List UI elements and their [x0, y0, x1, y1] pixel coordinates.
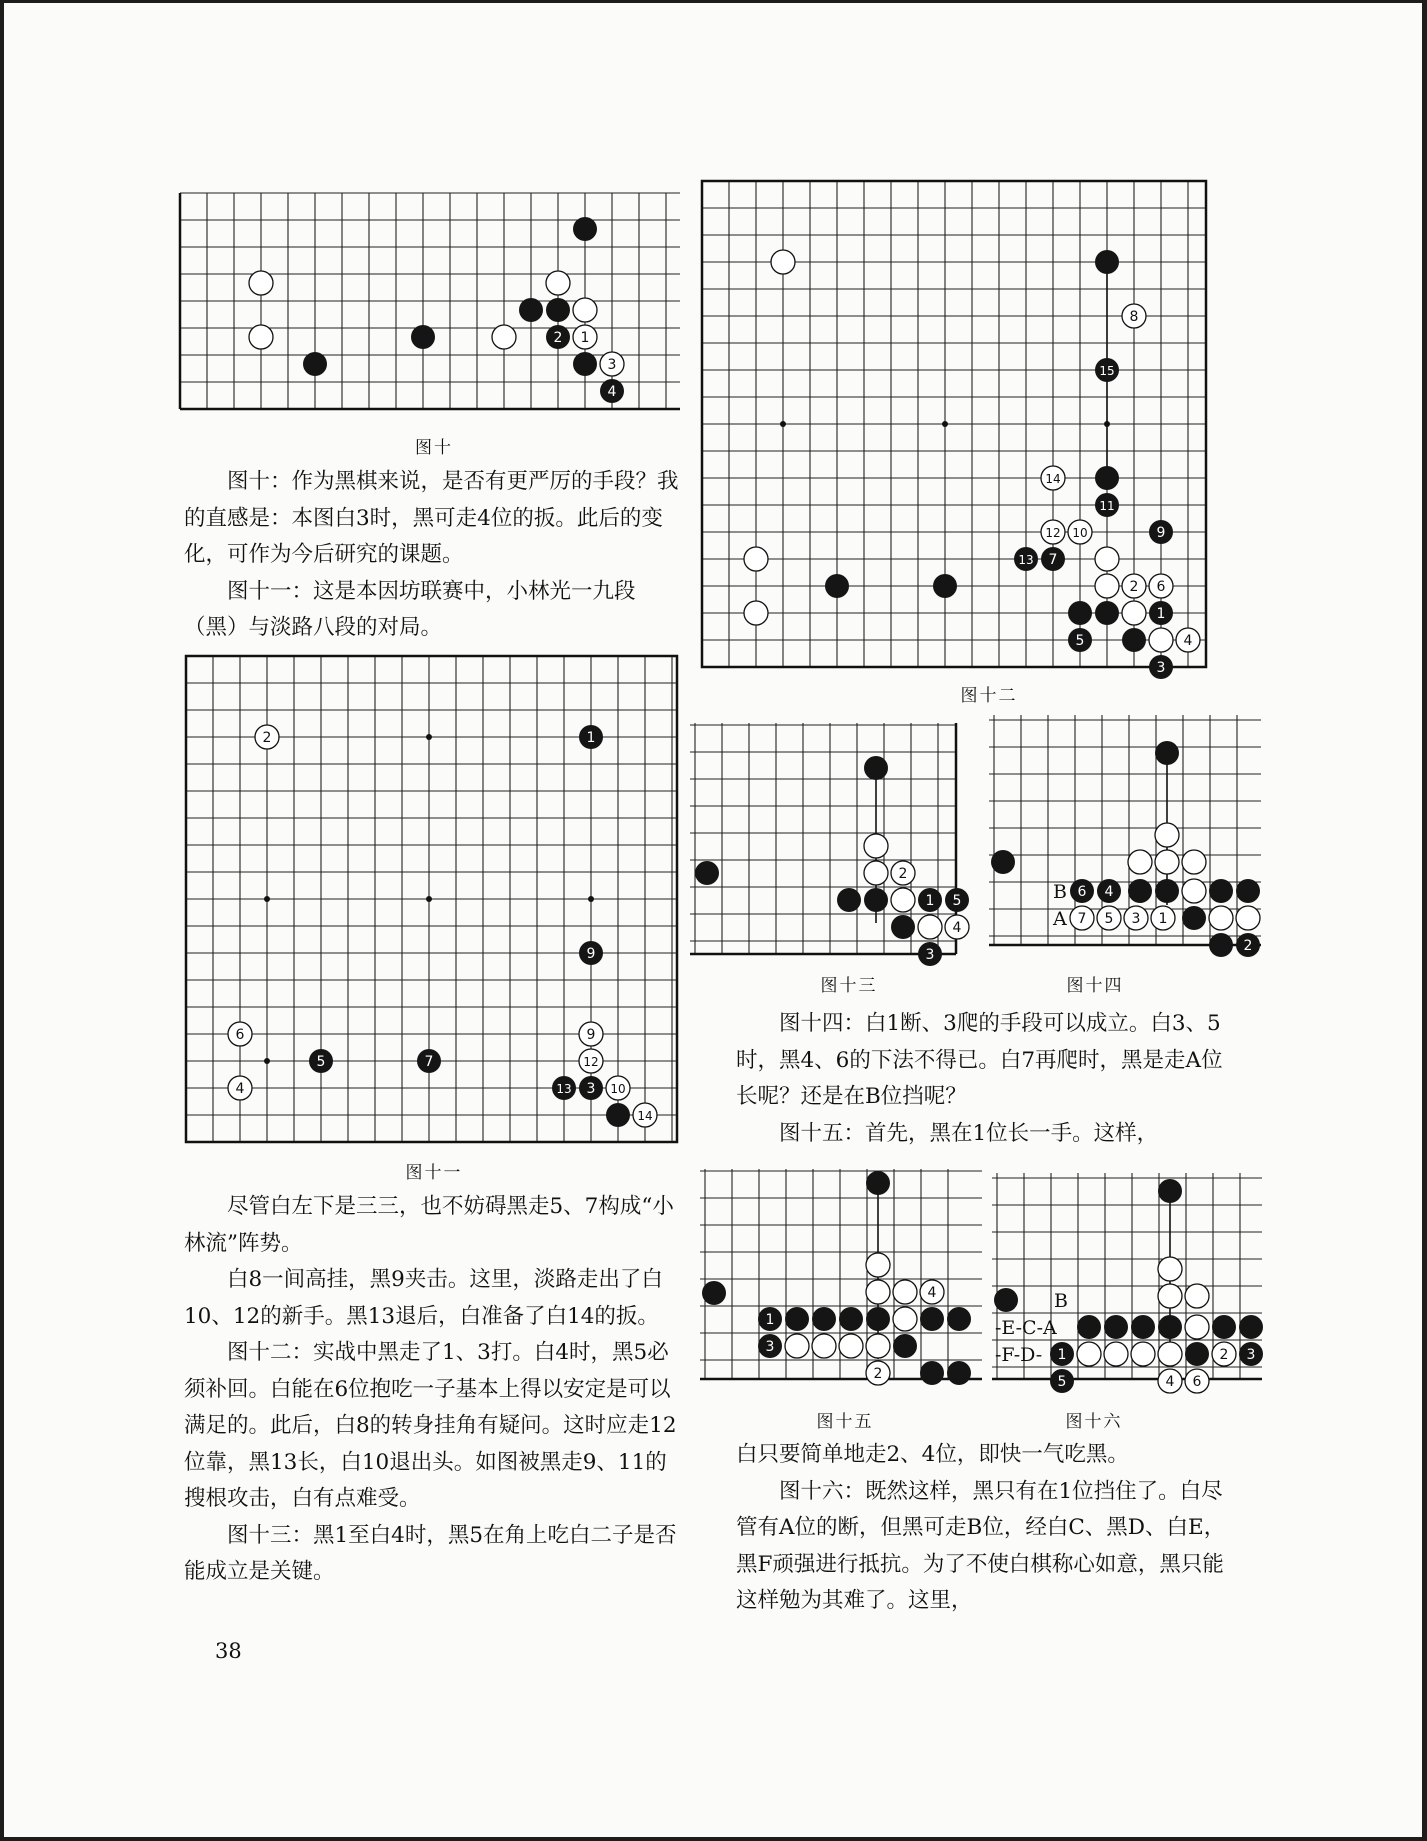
svg-text:3: 3 [1246, 1347, 1256, 1363]
letters-F-D: -F-D- [995, 1344, 1043, 1366]
white-stone [492, 325, 516, 349]
paragraph: 图十五：首先，黑在1位长一手。这样， [779, 1120, 1159, 1146]
right-text-block-2 [736, 1437, 1232, 1620]
stones [991, 741, 1260, 957]
caption-fig12: 图十二 [960, 686, 1018, 706]
white-stone [546, 271, 570, 295]
svg-text:2: 2 [1243, 938, 1253, 954]
stones [695, 756, 969, 966]
svg-text:2: 2 [262, 730, 272, 746]
svg-text:5: 5 [1057, 1374, 1067, 1390]
paragraph: 图十六：既然这样，黑只有在1位挡住了。白尽管有A位的断，但黑可走B位，经白C、黑D、白E，黑F顽强进行抵抗。为了不使白棋称心如意，黑只能这样勉为其难了。这里， [736, 1478, 1226, 1613]
caption-fig16: 图十六 [1065, 1412, 1123, 1432]
svg-text:15: 15 [1099, 364, 1115, 378]
svg-text:7: 7 [1077, 911, 1087, 927]
svg-text:5: 5 [1075, 633, 1085, 649]
svg-text:14: 14 [1045, 472, 1061, 486]
left-text-block-2 [184, 1189, 680, 1591]
svg-text:6: 6 [1156, 579, 1166, 595]
svg-text:4: 4 [952, 920, 962, 936]
paragraph: 图十二：实战中黑走了1、3打。白4时，黑5必须补回。白能在6位抱吃一子基本上得以安定是可以满足的。此后，白8的转身挂角有疑问。这时应走12位靠，黑13长，白10退出头。如图被黑走9、11的搜根攻击，白有点难受。 [184, 1340, 677, 1511]
paragraph: 图十三：黑1至白4时，黑5在角上吃白二子是否能成立是关键。 [184, 1522, 677, 1584]
svg-text:4: 4 [235, 1081, 245, 1097]
caption-fig14: 图十四 [1066, 976, 1124, 996]
board-grid [690, 723, 956, 954]
svg-text:4: 4 [1104, 884, 1114, 900]
svg-text:4: 4 [607, 384, 617, 400]
white-stone [573, 298, 597, 322]
paragraph-continuation: 白只要简单地走2、4位，即快一气吃黑。 [736, 1442, 1129, 1467]
black-stone [546, 298, 570, 322]
svg-text:1: 1 [586, 730, 596, 746]
svg-text:6: 6 [1192, 1374, 1202, 1390]
svg-text:3: 3 [925, 947, 935, 963]
book-page [4, 3, 1422, 1837]
svg-text:3: 3 [586, 1081, 596, 1097]
go-diagram-fig13 [690, 723, 960, 963]
white-stone [249, 271, 273, 295]
svg-text:6: 6 [235, 1027, 245, 1043]
svg-text:1: 1 [925, 893, 935, 909]
svg-text:13: 13 [1018, 553, 1034, 567]
svg-text:10: 10 [1072, 526, 1088, 540]
svg-text:14: 14 [637, 1109, 653, 1123]
svg-text:1: 1 [765, 1312, 775, 1328]
svg-text:5: 5 [1104, 911, 1114, 927]
board-grid [180, 193, 680, 409]
right-text-block-1 [736, 1006, 1232, 1152]
black-stone [573, 352, 597, 376]
caption-fig15: 图十五 [816, 1412, 874, 1432]
svg-text:3: 3 [607, 357, 617, 373]
svg-text:7: 7 [424, 1054, 434, 1070]
black-stone [519, 298, 543, 322]
paragraph: 图十一：这是本因坊联赛中，小林光一九段（黑）与淡路八段的对局。 [184, 578, 636, 640]
svg-text:2: 2 [1129, 579, 1139, 595]
paragraph: 图十四：白1断、3爬的手段可以成立。白3、5时，黑4、6的下法不得已。白7再爬时，黑是走A位长呢？还是在B位挡呢？ [736, 1011, 1223, 1109]
svg-text:9: 9 [586, 946, 596, 962]
svg-text:9: 9 [1156, 525, 1166, 541]
go-diagram-fig10 [178, 191, 680, 423]
stones [702, 1171, 971, 1385]
svg-text:8: 8 [1129, 309, 1139, 325]
svg-text:5: 5 [952, 893, 962, 909]
position-letters [1052, 881, 1067, 930]
stones [249, 217, 624, 403]
go-diagram-fig12 [700, 179, 1212, 675]
caption-fig10: 图十 [415, 438, 453, 458]
svg-text:1: 1 [1156, 606, 1166, 622]
svg-text:11: 11 [1099, 499, 1115, 513]
white-stone [249, 325, 273, 349]
left-text-block-1 [184, 464, 680, 647]
black-stone [303, 352, 327, 376]
svg-text:3: 3 [1131, 911, 1141, 927]
svg-text:13: 13 [556, 1082, 572, 1096]
svg-text:2: 2 [873, 1366, 883, 1382]
svg-text:6: 6 [1077, 884, 1087, 900]
svg-text:12: 12 [1045, 526, 1061, 540]
svg-text:1: 1 [580, 330, 590, 346]
letters-E-C-A: -E-C-A [995, 1317, 1057, 1339]
go-diagram-fig14 [989, 715, 1261, 955]
svg-text:3: 3 [1156, 660, 1166, 676]
svg-text:12: 12 [583, 1055, 599, 1069]
go-diagram-fig15 [700, 1169, 982, 1399]
svg-text:1: 1 [1158, 911, 1168, 927]
svg-text:3: 3 [765, 1339, 775, 1355]
caption-fig13: 图十三 [820, 976, 878, 996]
svg-text:4: 4 [1183, 633, 1193, 649]
svg-text:4: 4 [927, 1285, 937, 1301]
letter-B: B [1054, 1290, 1068, 1312]
svg-text:5: 5 [316, 1054, 326, 1070]
letter-A: A [1053, 908, 1067, 930]
paragraph: 图十：作为黑棋来说，是否有更严厉的手段？我的直感是：本图白3时，黑可走4位的扳。此后的变化，可作为今后研究的课题。 [184, 469, 679, 567]
go-diagram-fig11 [184, 654, 681, 1150]
page-number: 38 [215, 1639, 242, 1663]
caption-fig11: 图十一 [405, 1163, 463, 1183]
svg-text:9: 9 [586, 1027, 596, 1043]
paragraph: 白8一间高挂，黑9夹击。这里，淡路走出了白10、12的新手。黑13退后，白准备了白14的扳。 [184, 1267, 663, 1329]
paragraph: 尽管白左下是三三，也不妨碍黑走5、7构成“小林流”阵势。 [184, 1194, 674, 1256]
svg-text:1: 1 [1057, 1347, 1067, 1363]
go-diagram-fig16 [992, 1173, 1262, 1398]
svg-text:4: 4 [1165, 1374, 1175, 1390]
svg-text:2: 2 [553, 330, 563, 346]
svg-text:2: 2 [1219, 1347, 1229, 1363]
svg-text:10: 10 [610, 1082, 626, 1096]
black-stone [411, 325, 435, 349]
letter-B: B [1053, 881, 1067, 903]
svg-text:2: 2 [898, 866, 908, 882]
svg-text:7: 7 [1048, 552, 1058, 568]
black-stone [573, 217, 597, 241]
